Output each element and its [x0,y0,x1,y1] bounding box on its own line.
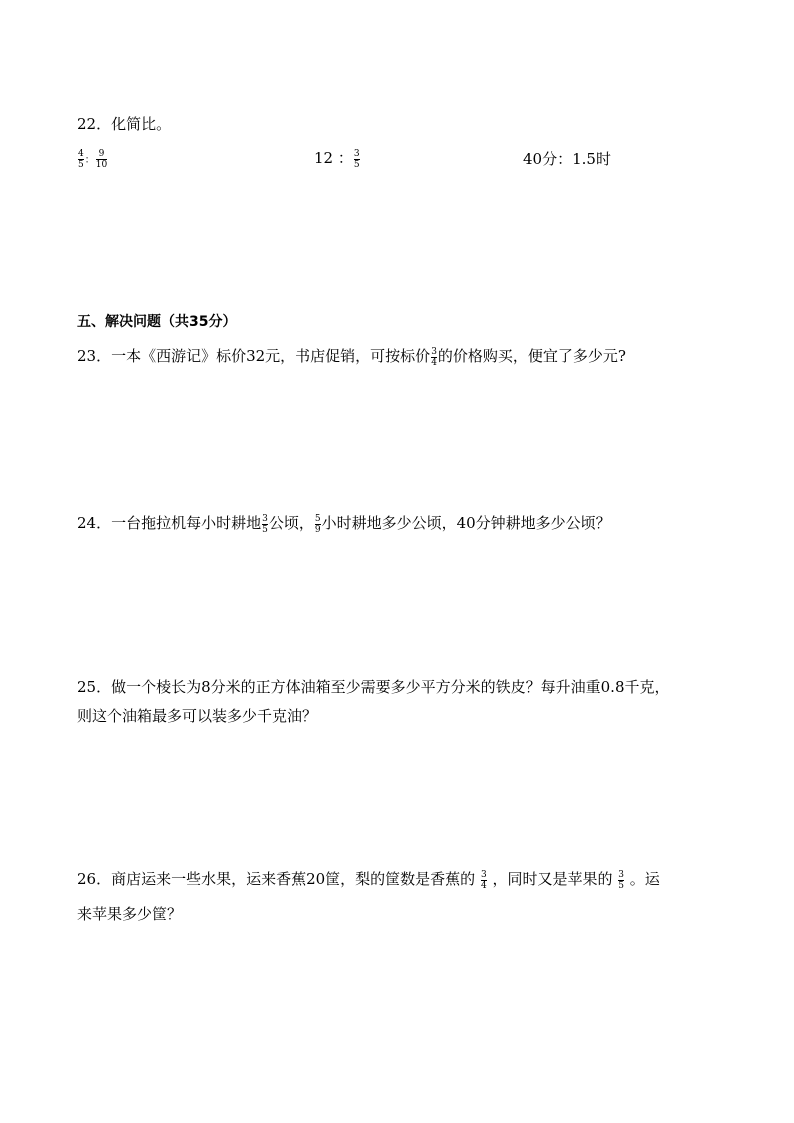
question-25-line-1: 25．做一个棱长为8分米的正方体油箱至少需要多少平方分米的铁皮？每升油重0.8千克， [77,678,670,696]
question-25-line-2: 则这个油箱最多可以装多少千克油？ [77,707,318,725]
section-heading: 五、解决问题（共35分） [77,314,237,330]
question-24: 24．一台拖拉机每小时耕地 $\frac{3}{5}$ 公顷， $\frac{5}{9}$ 小时耕地多少公顷，40分钟耕地多少公顷？ [77,513,611,535]
fraction: $\frac{9}{10}$ [95,148,108,170]
fraction: $\frac{3}{5}$ [618,869,624,891]
question-26-line-2: 来苹果多少筐？ [77,905,183,923]
q22-item-3: 40分：1.5时 [523,150,611,168]
q22-item-2: 12 ： $\frac{3}{5}$ [314,148,360,170]
fraction: $\frac{3}{4}$ [480,869,487,891]
question-22-title: 22．化简比。 [77,115,172,133]
question-26-line-1: 26．商店运来一些水果，运来香蕉20筐，梨的筐数是香蕉的 $\frac{3}{4}$ ，同时又是苹果的 $\frac{3}{5}$ 。运 [77,869,660,891]
fraction: $\frac{4}{5}$ [78,148,84,170]
q22-item-1: $\frac{4}{5}$ ： $\frac{9}{10}$ [78,148,108,170]
question-23: 23．一本《西游记》标价32元，书店促销，可按标价 $\frac{3}{4}$ 的价格购买，便宜了多少元? [77,346,626,368]
fraction: $\frac{3}{4}$ [431,346,437,368]
fraction: $\frac{3}{5}$ [262,513,268,535]
fraction: $\frac{3}{5}$ [353,148,360,170]
fraction: $\frac{5}{9}$ [314,513,321,535]
